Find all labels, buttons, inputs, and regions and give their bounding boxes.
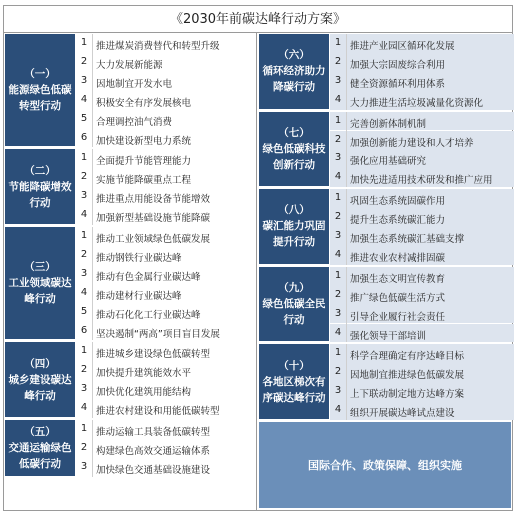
category-block: [5, 149, 75, 224]
item-number: 2: [80, 171, 88, 183]
action-item: 因地制宜推进绿色低碳发展: [350, 370, 465, 382]
item-number: 3: [80, 190, 88, 202]
action-item: 合理调控油气消费: [96, 116, 173, 128]
action-item: 强化应用基础研究: [350, 156, 427, 168]
column-divider: [92, 420, 93, 477]
category-label-line: 创新行动: [273, 158, 315, 171]
category-block: [5, 342, 75, 417]
category-label-line: 行动: [283, 314, 305, 327]
action-item: 引导企业履行社会责任: [350, 311, 446, 323]
action-item: 推进产业园区循环化发展: [350, 41, 455, 52]
item-number: 4: [80, 286, 88, 298]
item-number: 1: [80, 423, 88, 434]
item-number: 4: [334, 248, 342, 260]
action-item: 推动运输工具装备低碳转型: [96, 427, 211, 438]
item-number: 2: [334, 55, 342, 67]
category-block: [259, 267, 329, 342]
item-number: 4: [80, 93, 88, 105]
item-number: 2: [334, 211, 342, 223]
item-number: 3: [80, 383, 88, 395]
category-block: [5, 227, 75, 339]
item-number: 2: [334, 366, 342, 378]
action-item: 强化领导干部培训: [350, 330, 427, 342]
item-number: 1: [80, 152, 88, 164]
item-number: 5: [80, 112, 88, 124]
column-divider: [346, 112, 347, 188]
category-label-line: （十）: [278, 359, 310, 372]
item-number: 4: [334, 171, 342, 183]
item-number: 3: [80, 74, 88, 86]
category-label-line: 绿色低碳科技: [262, 142, 326, 155]
category-label-line: （三）: [24, 261, 56, 274]
action-item: 实施节能降碳重点工程: [96, 175, 192, 187]
item-number: 3: [334, 307, 342, 319]
category-label-line: 各地区梯次有: [262, 375, 326, 388]
action-item: 推动钢铁行业碳达峰: [96, 252, 182, 264]
category-label-line: （四）: [24, 357, 56, 370]
action-item: 上下联动制定地方达峰方案: [350, 389, 465, 401]
action-item: 巩固生态系统固碳作用: [350, 196, 446, 208]
category-label-line: 降碳行动: [273, 81, 315, 94]
action-item: 推广绿色低碳生活方式: [350, 292, 446, 304]
action-item: 推动工业领域绿色低碳发展: [96, 234, 211, 245]
item-number: 4: [80, 209, 88, 221]
category-label-line: （七）: [278, 126, 310, 139]
column-divider: [346, 267, 347, 343]
action-item: 推进城乡建设绿色低碳转型: [96, 349, 211, 361]
action-item: 推进农业农村减排固碳: [350, 252, 446, 264]
category-label-line: 峰行动: [24, 389, 56, 402]
category-block: [259, 344, 329, 419]
category-label-line: 工业领域碳达: [8, 277, 72, 290]
category-label-line: 循环经济助力: [262, 65, 326, 78]
action-item: 加快建设新型电力系统: [96, 135, 192, 147]
item-number: 3: [80, 460, 88, 472]
item-number: 4: [80, 402, 88, 414]
item-number: 2: [80, 248, 88, 260]
category-label-line: 城乡建设碳达: [8, 373, 72, 386]
category-label-line: 序碳达峰行动: [262, 391, 326, 404]
category-label-line: 转型行动: [19, 100, 61, 113]
action-item: 加快先进适用技术研发和推广应用: [350, 175, 493, 187]
category-label-line: （二）: [24, 164, 56, 177]
item-number: 1: [334, 269, 342, 281]
action-item: 推动有色金属行业碳达峰: [96, 271, 201, 283]
action-item: 推进煤炭消费替代和转型升级: [96, 41, 220, 52]
action-item: 推动石化化工行业碳达峰: [96, 309, 201, 321]
action-item: 健全资源循环利用体系: [350, 78, 446, 90]
column-divider: [346, 189, 347, 265]
action-item: 加强生态文明宣传教育: [350, 273, 446, 285]
column-divider: [92, 149, 93, 225]
action-item: 因地制宜开发水电: [96, 78, 173, 90]
category-block: [5, 420, 75, 476]
category-label-line: 峰行动: [24, 293, 56, 306]
action-item: 推进农村建设和用能低碳转型: [96, 406, 220, 418]
item-number: 5: [80, 305, 88, 317]
action-item: 积极安全有序发展核电: [96, 97, 192, 109]
category-block: [259, 34, 329, 109]
action-item: 加强创新能力建设和人才培养: [350, 137, 474, 149]
action-item: 大力推进生活垃圾减量化资源化: [350, 97, 484, 109]
item-number: 4: [334, 93, 342, 105]
item-number: 1: [80, 345, 88, 357]
item-number: 1: [334, 192, 342, 204]
column-divider: [346, 34, 347, 110]
item-number: 1: [80, 37, 88, 48]
column-divider: [92, 227, 93, 340]
category-block: [259, 189, 329, 264]
action-item: 组织开展碳达峰试点建设: [350, 408, 455, 420]
column-divider: [92, 342, 93, 418]
category-label-line: 碳汇能力巩固: [262, 220, 326, 233]
item-number: 3: [334, 230, 342, 241]
item-number: 1: [334, 114, 342, 126]
category-label-line: 节能降碳增效: [8, 180, 72, 193]
action-item: 完善创新体制机制: [350, 118, 427, 130]
category-label-line: （一）: [24, 68, 56, 81]
action-item: 加强新型基础设施节能降碳: [96, 213, 211, 225]
item-number: 3: [334, 385, 342, 397]
plan-table: [3, 5, 513, 511]
action-item: 加快优化建筑用能结构: [96, 387, 192, 399]
item-number: 1: [334, 347, 342, 359]
page-title: 《2030年前碳达峰行动方案》: [4, 6, 512, 33]
category-label-line: 交通运输绿色: [8, 441, 72, 454]
action-item: 加强大宗固废综合利用: [350, 59, 446, 71]
action-item: 推动建材行业碳达峰: [96, 290, 182, 302]
action-item: 全面提升节能管理能力: [96, 156, 192, 168]
action-item: 提升生态系统碳汇能力: [350, 215, 446, 227]
category-label-line: （六）: [278, 49, 310, 62]
item-number: 4: [334, 326, 342, 338]
column-divider: [92, 34, 93, 147]
item-number: 3: [80, 267, 88, 279]
column-divider: [346, 344, 347, 420]
category-block: [259, 112, 329, 187]
item-number: 2: [334, 133, 342, 145]
item-number: 4: [334, 404, 342, 416]
footer-banner: 国际合作、政策保障、组织实施: [259, 422, 511, 508]
action-item: 加快提升建筑能效水平: [96, 368, 192, 380]
item-number: 6: [80, 324, 88, 336]
category-label-line: 能源绿色低碳: [8, 84, 72, 97]
category-label-line: 绿色低碳全民: [262, 298, 326, 311]
item-number: 3: [334, 152, 342, 164]
category-label-line: 行动: [29, 196, 51, 209]
item-number: 2: [334, 288, 342, 300]
category-label-line: （八）: [278, 204, 310, 217]
item-number: 3: [334, 74, 342, 86]
action-item: 构建绿色高效交通运输体系: [96, 445, 211, 457]
action-item: 加强生态系统碳汇基础支撑: [350, 234, 465, 245]
action-item: 推进重点用能设备节能增效: [96, 194, 211, 206]
category-label-line: （五）: [24, 425, 56, 438]
category-label-line: （九）: [278, 282, 310, 295]
action-item: 坚决遏制“两高”项目盲目发展: [96, 328, 220, 340]
item-number: 2: [80, 364, 88, 376]
item-number: 6: [80, 131, 88, 143]
item-number: 2: [80, 55, 88, 67]
category-block: [5, 34, 75, 146]
center-divider: [256, 33, 257, 510]
category-label-line: 提升行动: [273, 236, 315, 249]
category-label-line: 低碳行动: [19, 457, 61, 470]
action-item: 加快绿色交通基础设施建设: [96, 464, 211, 476]
action-item: 科学合理确定有序达峰目标: [350, 351, 465, 363]
item-number: 2: [80, 441, 88, 453]
item-number: 1: [334, 37, 342, 48]
item-number: 1: [80, 230, 88, 241]
action-item: 大力发展新能源: [96, 59, 163, 71]
